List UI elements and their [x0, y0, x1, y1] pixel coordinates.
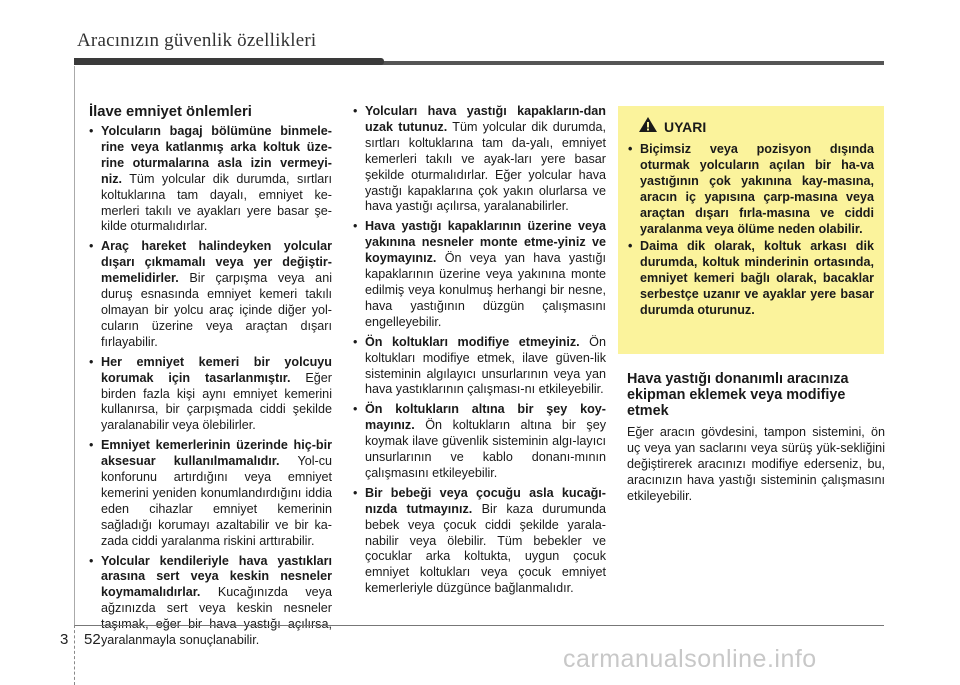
warning-triangle-icon: [638, 116, 658, 138]
list-item-bold: Her emniyet kemeri bir yolcuyu korumak için tasarlanmıştır.: [101, 354, 332, 385]
left-bullet-list: [89, 124, 332, 649]
section-heading: İlave emniyet önlemleri: [89, 104, 252, 120]
warning-title: UYARI: [664, 119, 707, 135]
list-item-bold: Yolcuları hava yastığı kapakların-dan uzak tutunuz.: [365, 104, 606, 134]
list-item: [89, 438, 332, 549]
list-item-bold: Ön koltukları modifiye etmeyiniz.: [365, 334, 580, 349]
section-body: Eğer aracın gövdesini, tampon sistemini, ön uç veya yan saclarını veya sürüş yük-sekliğini değiştirerek aracınızı modifiye ederseniz, bu, aracınızın hava yastığı sisteminin çalışmasını etkileyebilir.: [627, 425, 885, 503]
list-item-text: Kucağınızda veya ağzınızda sert veya keskin nesneler yaralanmayla sonuçlanabilir.: [101, 585, 332, 648]
list-item: [353, 219, 606, 330]
list-item: [89, 239, 332, 350]
list-item: [353, 486, 606, 597]
left-margin-line: [74, 66, 75, 626]
footer-rule: [74, 625, 884, 626]
middle-bullet-list: [353, 104, 606, 597]
watermark: carmanualsonline.info: [563, 645, 817, 673]
list-item-text: Ön koltukları modifiye etmek, ilave güven-lik sisteminin algılayıcı unsurlarının veya yan hava yastıklarının çalışması-nı etkileyebilir.: [365, 334, 606, 397]
page-header-title: Aracınızın güvenlik özellikleri: [77, 30, 317, 51]
list-item-text: Ön veya yan hava yastığı kapaklarının üzerine veya yakınına monte edilmiş veya konulmuş herhangi bir nesne, hava yastığının düzgün çalışmasını engelleyebilir.: [365, 251, 606, 329]
section-heading: Hava yastığı donanımlı aracınıza ekipman eklemek veya modifiye etmek: [627, 371, 849, 419]
warning-bullet-list: [628, 142, 874, 319]
footer-tick: [74, 625, 75, 685]
list-item-text: Eğer birden fazla kişi aynı emniyet kemerini kullanırsa, bir çarpışmada ciddi şekilde yaralanabilir veya ölebilirler.: [101, 370, 333, 433]
list-item: [89, 124, 332, 235]
warning-box: [618, 106, 884, 354]
chapter-number: 3: [60, 631, 69, 648]
list-item-bold: Hava yastığı kapaklarının üzerine veya yakınına nesneler monte etme-yiniz ve koymayınız.: [365, 219, 606, 266]
list-item-bold: Ön koltukların altına bir şey koy-mayınız.: [365, 402, 606, 433]
list-item-bold: Bir bebeği veya çocuğu asla kucağı-nızda tutmayınız.: [365, 485, 606, 516]
list-item: [89, 554, 332, 649]
list-item-text: Bir kaza durumunda bebek veya çocuk ciddi şekilde yarala-nabilir veya ölebilir. Tüm bebekler ve çocuklar arka koltukta, uygun çocuk emniyet koltukları veya çocuk emniyet kemerleriyle düzgünce bağlanmalıdır.: [365, 501, 606, 596]
list-item-bold: Araç hareket halindeyken yolcular dışarı çıkmamalı veya yer değiştir-memelidirler.: [101, 239, 332, 286]
warning-item: • Biçimsiz veya pozisyon dışında oturmak yolcuların açılan bir ha-va yastığının çok yakınına kay-masına, aracın iç yapısına çarp-masına veya araçtan dışarı fırla-masına ve ciddi yaralanma veya ölüme neden olabilir.: [628, 142, 874, 237]
right-section: [627, 371, 885, 505]
list-item-text: Tüm yolcular dik durumda, sırtları koltuklarına tam da-yalı, emniyet kemerleri takılı ve ayak-ları yere basar şekilde oturmalıdırlar. Eğer yolcular hava yastığı kapaklarına çok yakın olurlarsa ve hava yastığı açılırsa, yaralanabilirler.: [365, 119, 607, 214]
list-item: [353, 402, 606, 482]
list-item-text: Tüm yolcular dik durumda, sırtları koltuklarına tam dayalı, emniyet ke-merleri takılı ve ayakları yere basar şe-kilde oturmalıdırlar.: [101, 171, 332, 234]
list-item: [89, 355, 332, 435]
warning-header: [638, 116, 874, 138]
list-item-text: Yol-cu konforunu artırdığını veya emniyet kemerini yeniden konumlandırdığını iddia eden cihazlar emniyet kemerinin sağladığı korumayı azaltabilir ve bir ka-zada ciddi yaralanma riskini arttırabilir.: [101, 454, 332, 548]
list-item: [353, 335, 606, 399]
list-item-bold: Emniyet kemerlerinin üzerinde hiç-bir aksesuar kullanılmamalıdır.: [101, 438, 332, 469]
left-column: [89, 104, 332, 653]
list-item-bold: Yolcuların bagaj bölümüne binmele-rine veya katlanmış arka koltuk üze-rine oturmalarına asla izin vermeyi-niz.: [101, 124, 332, 186]
header-rule-accent: [74, 58, 384, 65]
page-number: 52: [84, 631, 101, 648]
list-item-bold: Yolcular kendileriyle hava yastıkları arasına sert veya keskin nesneler koymamalıdırlar.: [101, 553, 332, 600]
middle-column: [353, 104, 606, 601]
list-item-text: Ön koltukların altına bir şey koymak ilave güvenlik sisteminin algı-layıcı unsurlarının ve kablo donanı-mının çalışmasını etkileyebilir.: [365, 418, 606, 480]
list-item: [353, 104, 606, 215]
list-item-text: Bir çarpışma veya ani duruş esnasında emniyet kemeri takılı olmayan bir yolcu araç içinde diğer yol-cuların üzerine veya araçtan dışarı fırlayabilir.: [101, 271, 332, 349]
warning-item: • Daima dik olarak, koltuk arkası dik durumda, koltuk minderinin ortasında, emniyet kemeri bağlı olarak, bacaklar serbestçe uzanır ve ayaklar yere basar durumda oturunuz.: [628, 239, 874, 319]
